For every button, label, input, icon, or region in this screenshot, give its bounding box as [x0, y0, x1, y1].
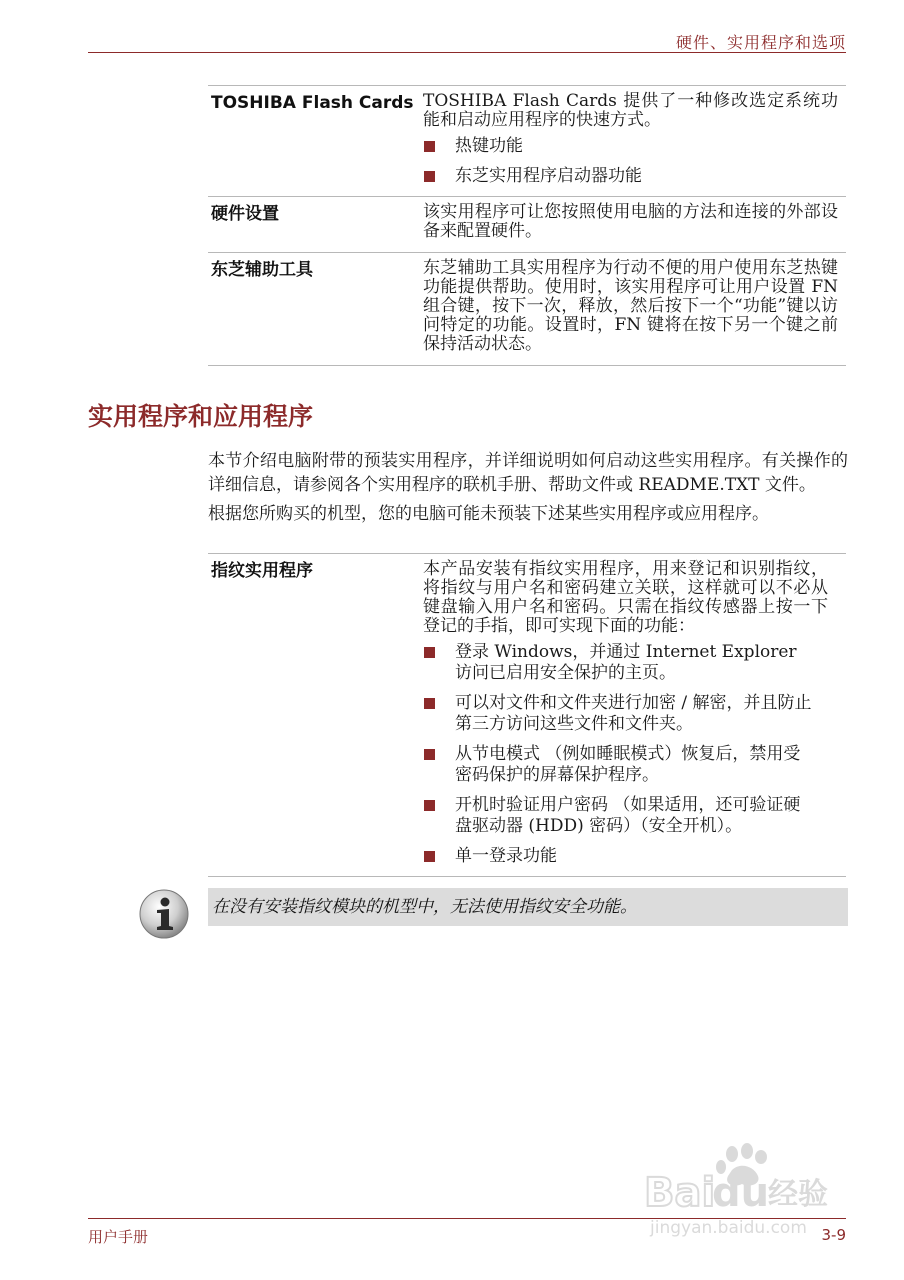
baidu-watermark-logo: [640, 1140, 850, 1240]
term-accessibility: 东芝辅助工具: [211, 260, 313, 280]
intro-paragraph: 根据您所购买的机型，您的电脑可能未预装下述某些实用程序或应用程序。: [208, 504, 769, 524]
desc-hardware-setup: [423, 203, 846, 245]
svg-text:经验: 经验: [768, 1177, 828, 1212]
list-item: 登录 Windows，并通过 Internet Explorer 访问已启用安全保护的主页。: [423, 642, 816, 684]
desc-text: 东芝辅助工具实用程序为行动不便的用户使用东芝热键功能提供帮助。使用时，该实用程序可让用户设置 FN 组合键，按下一次，释放，然后按下一个“功能”键以访问特定的功能。设置时，FN 键将在按下另一个键之前保持活动状态。: [423, 258, 838, 354]
intro-paragraph: 本节介绍电脑附带的预装实用程序，并详细说明如何启动这些实用程序。有关操作的详细信息，请参阅各个实用程序的联机手册、帮助文件或 README.TXT 文件。: [208, 451, 848, 495]
svg-text:jingyan.baidu.com: jingyan.baidu.com: [650, 1218, 807, 1238]
term-flash-cards: TOSHIBA Flash Cards: [211, 93, 414, 113]
desc-flash-cards: [423, 92, 846, 189]
table-row-flash-cards: [208, 85, 846, 197]
header-rule: [88, 52, 846, 53]
table-row-fingerprint: [208, 553, 846, 877]
page-header-title: 硬件、实用程序和选项: [675, 33, 846, 52]
desc-text: 该实用程序可让您按照使用电脑的方法和连接的外部设备来配置硬件。: [423, 202, 838, 241]
page-number: 3-9: [821, 1226, 846, 1244]
utility-table-1: [208, 85, 846, 366]
list-item: 开机时验证用户密码 （如果适用，还可验证硬盘驱动器 (HDD) 密码）（安全开机）。: [423, 795, 816, 837]
table-row-accessibility: [208, 253, 846, 366]
footer-manual-label: 用户手册: [88, 1228, 149, 1246]
svg-text:du: du: [712, 1170, 770, 1216]
list-item: 单一登录功能: [423, 846, 816, 867]
list-item: 可以对文件和文件夹进行加密 / 解密，并且防止第三方访问这些文件和文件夹。: [423, 693, 816, 735]
section-title: 实用程序和应用程序: [88, 402, 314, 431]
section-intro: [208, 449, 848, 531]
bullet-list: [423, 642, 828, 867]
list-item: 东芝实用程序启动器功能: [423, 166, 838, 187]
footer-rule: [88, 1218, 846, 1219]
svg-text:Bai: Bai: [644, 1170, 716, 1216]
desc-text: 本产品安装有指纹实用程序，用来登记和识别指纹，将指纹与用户名和密码建立关联，这样就可以不必从键盘输入用户名和密码。只需在指纹传感器上按一下登记的手指，即可实现下面的功能：: [423, 559, 828, 636]
note-text: 在没有安装指纹模块的机型中，无法使用指纹安全功能。: [208, 888, 848, 926]
term-hardware-setup: 硬件设置: [211, 204, 279, 224]
desc-text: TOSHIBA Flash Cards 提供了一种修改选定系统功能和启动应用程序的快速方式。: [423, 91, 838, 130]
list-item: 热键功能: [423, 136, 838, 157]
list-item: 从节电模式 （例如睡眠模式）恢复后，禁用受密码保护的屏幕保护程序。: [423, 744, 816, 786]
term-fingerprint: 指纹实用程序: [211, 561, 313, 581]
bullet-list: [423, 136, 838, 187]
utility-table-2: [208, 553, 846, 877]
table-row-hardware-setup: [208, 197, 846, 253]
desc-accessibility: [423, 259, 846, 358]
info-icon: [138, 888, 190, 940]
desc-fingerprint: [423, 560, 846, 869]
